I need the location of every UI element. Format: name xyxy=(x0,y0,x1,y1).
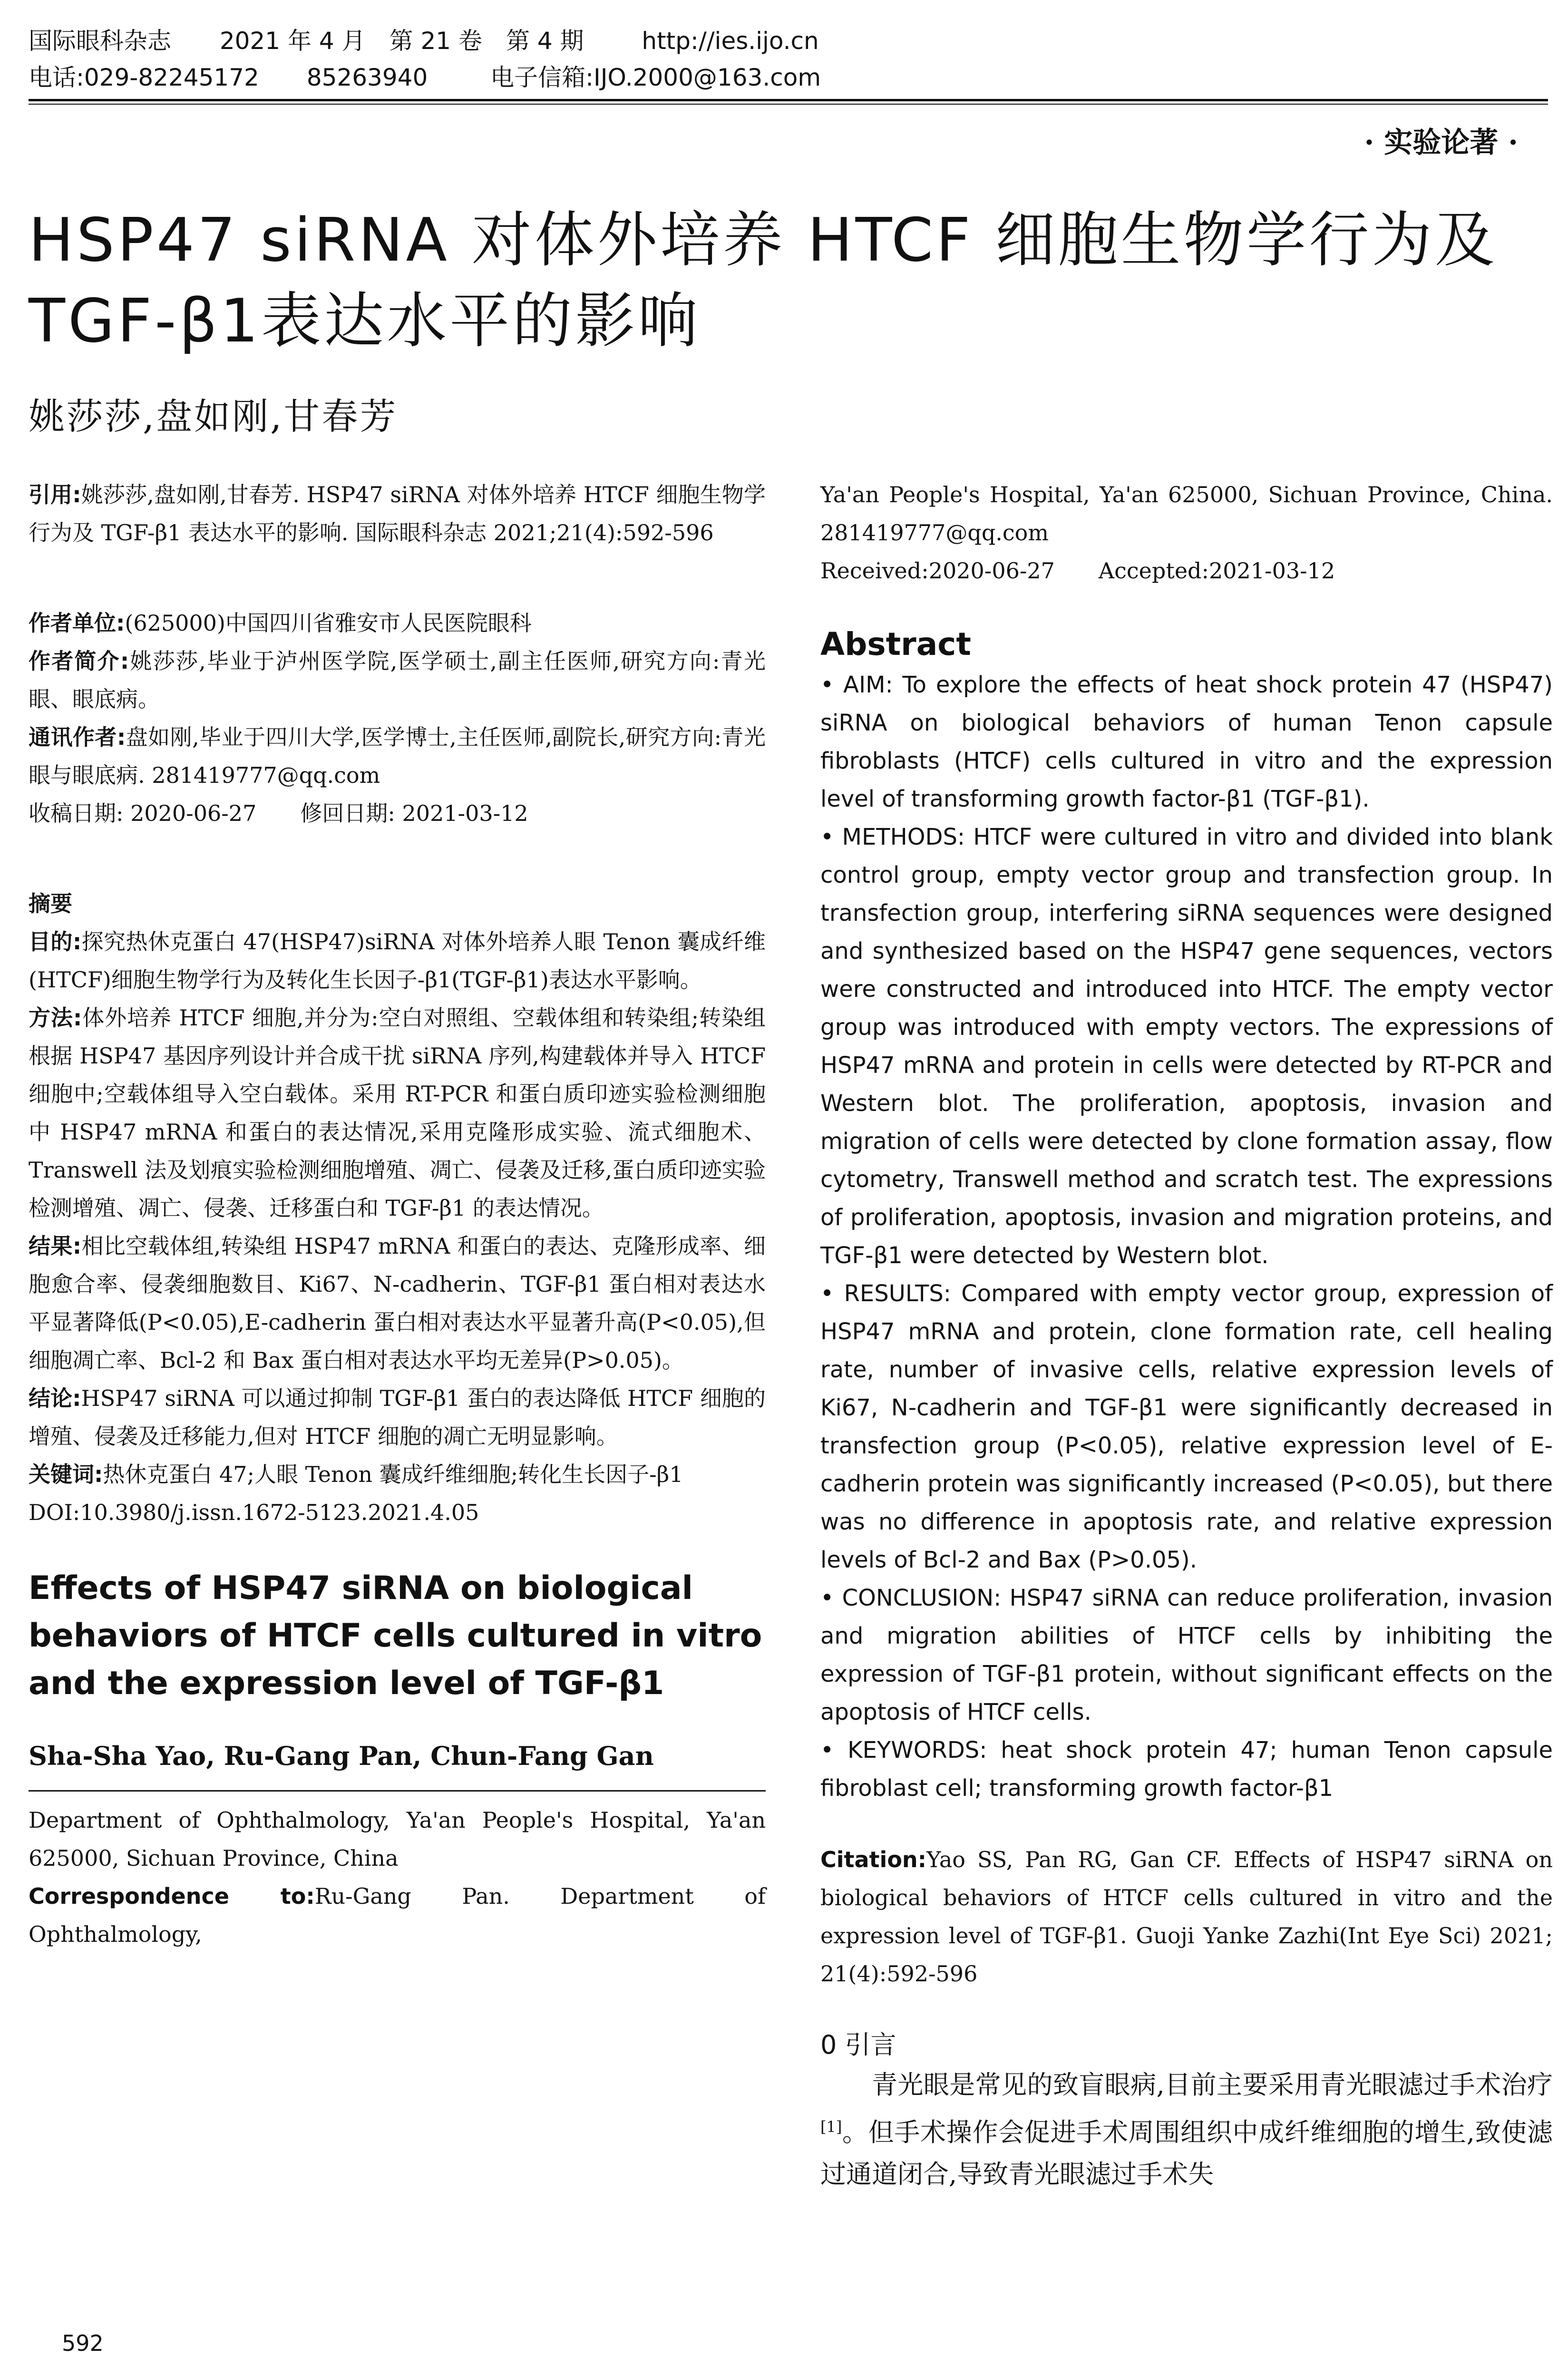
abstract-en-methods xyxy=(820,818,1553,1275)
header-rule xyxy=(29,99,1548,101)
abstract-cn-aim xyxy=(29,923,766,999)
results-cn-label: 结果: xyxy=(29,1233,82,1259)
keywords-en-text: heat shock protein 47; human Tenon capsule fibroblast cell; transforming growth factor-β1 xyxy=(820,1737,1553,1802)
corresponding-author-label: 通讯作者: xyxy=(29,724,126,750)
keywords-en-label: • KEYWORDS: xyxy=(820,1737,987,1763)
section-tag: · 实验论著 · xyxy=(1364,126,1518,159)
citation-en-text: Yao SS, Pan RG, Gan CF. Effects of HSP47 siRNA on biological behaviors of HTCF cells cultured in vitro and the expression level of TGF-β1. Guoji Yanke Zazhi(Int Eye Sci) 2021; 21(4):592-596 xyxy=(820,1847,1553,1987)
conclusion-cn-label: 结论: xyxy=(29,1385,81,1411)
keywords-cn-label: 关键词: xyxy=(29,1461,103,1487)
journal-url[interactable]: http://ies.ijo.cn xyxy=(642,27,819,55)
title-line-1: HSP47 siRNA 对体外培养 HTCF 细胞生物学行为及 xyxy=(29,205,1498,275)
issue-info: 2021 年 4 月 第 21 卷 第 4 期 xyxy=(219,27,584,55)
citation-cn-text: 姚莎莎,盘如刚,甘春芳. HSP47 siRNA 对体外培养 HTCF 细胞生物学行为及 TGF-β1 表达水平的影响. 国际眼科杂志 2021;21(4):592-596 xyxy=(29,482,766,546)
aim-en-text: To explore the effects of heat shock protein 47 (HSP47) siRNA on biological behaviors of human Tenon capsule fibroblasts (HTCF) cells cultured in vitro and the expression level of transforming growth factor-β1 (TGF-β1). xyxy=(820,672,1553,812)
abstract-cn-conclusion xyxy=(29,1379,766,1455)
english-affiliation: Department of Ophthalmology, Ya'an People's Hospital, Ya'an 625000, Sichuan Province, China xyxy=(29,1807,766,1871)
journal-name: 国际眼科杂志 xyxy=(29,27,171,55)
abstract-cn-methods xyxy=(29,999,766,1227)
right-column xyxy=(820,476,1553,2195)
correspondence-text: Ru-Gang Pan. Department of Ophthalmology, xyxy=(29,1883,766,1947)
keywords-cn-text: 热休克蛋白 47;人眼 Tenon 囊成纤维细胞;转化生长因子-β1 xyxy=(103,1461,683,1487)
author-unit xyxy=(29,604,766,642)
abstract-en-keywords xyxy=(820,1731,1553,1807)
author-intro-label: 作者简介: xyxy=(29,648,129,674)
author-intro xyxy=(29,642,766,718)
intro-heading: 0 引言 xyxy=(820,2030,896,2060)
intro-text-a: 青光眼是常见的致盲眼病,目前主要采用青光眼滤过手术治疗 xyxy=(872,2070,1553,2100)
conclusion-cn-text: HSP47 siRNA 可以通过抑制 TGF-β1 蛋白的表达降低 HTCF 细胞的增殖、侵袭及迁移能力,但对 HTCF 细胞的凋亡无明显影响。 xyxy=(29,1385,766,1449)
aim-en-label: • AIM: xyxy=(820,672,893,698)
author-unit-text: (625000)中国四川省雅安市人民医院眼科 xyxy=(125,610,532,636)
header-rule-thin xyxy=(29,104,1548,105)
abstract-en-aim xyxy=(820,666,1553,818)
results-en-text: Compared with empty vector group, expression of HSP47 mRNA and protein, clone formation rate, cell healing rate, number of invasive cells, relative expression levels of Ki67, N-cadherin and TGF-β1 were significantly decreased in transfection group (P<0.05), relative expression level of E-cadherin protein was significantly increased (P<0.05), but there was no difference in apoptosis rate, and relative expression levels of Bcl-2 and Bax (P>0.05). xyxy=(820,1280,1553,1573)
methods-cn-text: 体外培养 HTCF 细胞,并分为:空白对照组、空载体组和转染组;转染组根据 HSP47 基因序列设计并合成干扰 siRNA 序列,构建载体并导入 HTCF 细胞中;空载体组导入空白载体。采用 RT-PCR 和蛋白质印迹实验检测细胞中 HSP47 mRNA 和蛋白的表达情况,采用克隆形成实验、流式细胞术、Transwell 法及划痕实验检测细胞增殖、凋亡、侵袭及迁移,蛋白质印迹实验检测增殖、凋亡、侵袭、迁移蛋白和 TGF-β1 的表达情况。 xyxy=(29,1005,766,1221)
aim-cn-label: 目的: xyxy=(29,929,82,955)
citation-cn-label: 引用: xyxy=(29,482,81,507)
corresponding-author xyxy=(29,718,766,794)
english-correspondence-cont: Ya'an People's Hospital, Ya'an 625000, Sichuan Province, China. 281419777@qq.com xyxy=(820,482,1553,546)
citation-en xyxy=(820,1841,1553,1993)
abstract-en-conclusion xyxy=(820,1579,1553,1731)
journal-header-line1 xyxy=(29,26,819,56)
journal-header-line2 xyxy=(29,63,821,92)
author-intro-text: 姚莎莎,毕业于泸州医学院,医学硕士,副主任医师,研究方向:青光眼、眼底病。 xyxy=(29,648,766,712)
journal-phone: 电话:029-82245172 85263940 xyxy=(29,64,428,91)
doi[interactable]: DOI:10.3980/j.issn.1672-5123.2021.4.05 xyxy=(29,1500,479,1525)
abstract-cn-results xyxy=(29,1227,766,1379)
english-correspondence xyxy=(29,1877,766,1953)
reference-marker[interactable]: [1] xyxy=(820,2118,842,2136)
intro-paragraph xyxy=(820,2064,1553,2195)
received-dates-cn: 收稿日期: 2020-06-27 修回日期: 2021-03-12 xyxy=(29,800,528,826)
methods-en-text: HTCF were cultured in vitro and divided into blank control group, empty vector group and transfection group. In transfection group, interfering siRNA sequences were designed and synthesized based on the HSP47 gene sequences, vectors were constructed and introduced into HTCF. The empty vector group was introduced with empty vectors. The expressions of HSP47 mRNA and protein in cells were detected by RT-PCR and Western blot. The proliferation, apoptosis, invasion and migration of cells were detected by clone formation assay, flow cytometry, Transwell method and scratch test. The expressions of proliferation, apoptosis, invasion and migration proteins, and TGF-β1 were detected by Western blot. xyxy=(820,824,1553,1269)
methods-en-label: • METHODS: xyxy=(820,824,965,850)
page-number: 592 xyxy=(62,2330,104,2356)
methods-cn-label: 方法: xyxy=(29,1005,82,1031)
aim-cn-text: 探究热休克蛋白 47(HSP47)siRNA 对体外培养人眼 Tenon 囊成纤维(HTCF)细胞生物学行为及转化生长因子-β1(TGF-β1)表达水平影响。 xyxy=(29,929,766,993)
author-unit-label: 作者单位: xyxy=(29,610,125,636)
results-en-label: • RESULTS: xyxy=(820,1280,951,1307)
citation-en-label: Citation: xyxy=(820,1847,927,1872)
abstract-cn-heading: 摘要 xyxy=(29,891,72,916)
left-column xyxy=(29,476,766,1953)
journal-email[interactable]: 电子信箱:IJO.2000@163.com xyxy=(490,64,821,91)
conclusion-en-text: HSP47 siRNA can reduce proliferation, invasion and migration abilities of HTCF cells by inhibiting the expression of TGF-β1 protein, without significant effects on the apoptosis of HTCF cells. xyxy=(820,1585,1553,1725)
citation-cn xyxy=(29,476,766,552)
abstract-cn-keywords xyxy=(29,1455,766,1493)
title-line-2: TGF-β1表达水平的影响 xyxy=(29,286,701,356)
english-received: Received:2020-06-27 Accepted:2021-03-12 xyxy=(820,558,1335,584)
conclusion-en-label: • CONCLUSION: xyxy=(820,1585,1002,1611)
authors-cn: 姚莎莎,盘如刚,甘春芳 xyxy=(29,395,398,438)
english-title: Effects of HSP47 siRNA on biological behaviors of HTCF cells cultured in vitro and the expression level of TGF-β1 xyxy=(29,1569,762,1702)
abstract-en-results xyxy=(820,1275,1553,1579)
abstract-en-heading: Abstract xyxy=(820,626,971,662)
results-cn-text: 相比空载体组,转染组 HSP47 mRNA 和蛋白的表达、克隆形成率、细胞愈合率、侵袭细胞数目、Ki67、N-cadherin、TGF-β1 蛋白相对表达水平显著降低(P<0.05),E-cadherin 蛋白相对表达水平显著升高(P<0.05),但细胞凋亡率、Bcl-2 和 Bax 蛋白相对表达水平均无差异(P>0.05)。 xyxy=(29,1233,766,1373)
article-title xyxy=(29,200,1550,361)
corresponding-author-text: 盘如刚,毕业于四川大学,医学博士,主任医师,副院长,研究方向:青光眼与眼底病. 281419777@qq.com xyxy=(29,724,766,788)
correspondence-label: Correspondence to: xyxy=(29,1883,315,1909)
english-authors: Sha-Sha Yao, Ru-Gang Pan, Chun-Fang Gan xyxy=(29,1741,654,1771)
intro-text-b: 。但手术操作会促进手术周围组织中成纤维细胞的增生,致使滤过通道闭合,导致青光眼滤过手术失 xyxy=(820,2117,1553,2189)
